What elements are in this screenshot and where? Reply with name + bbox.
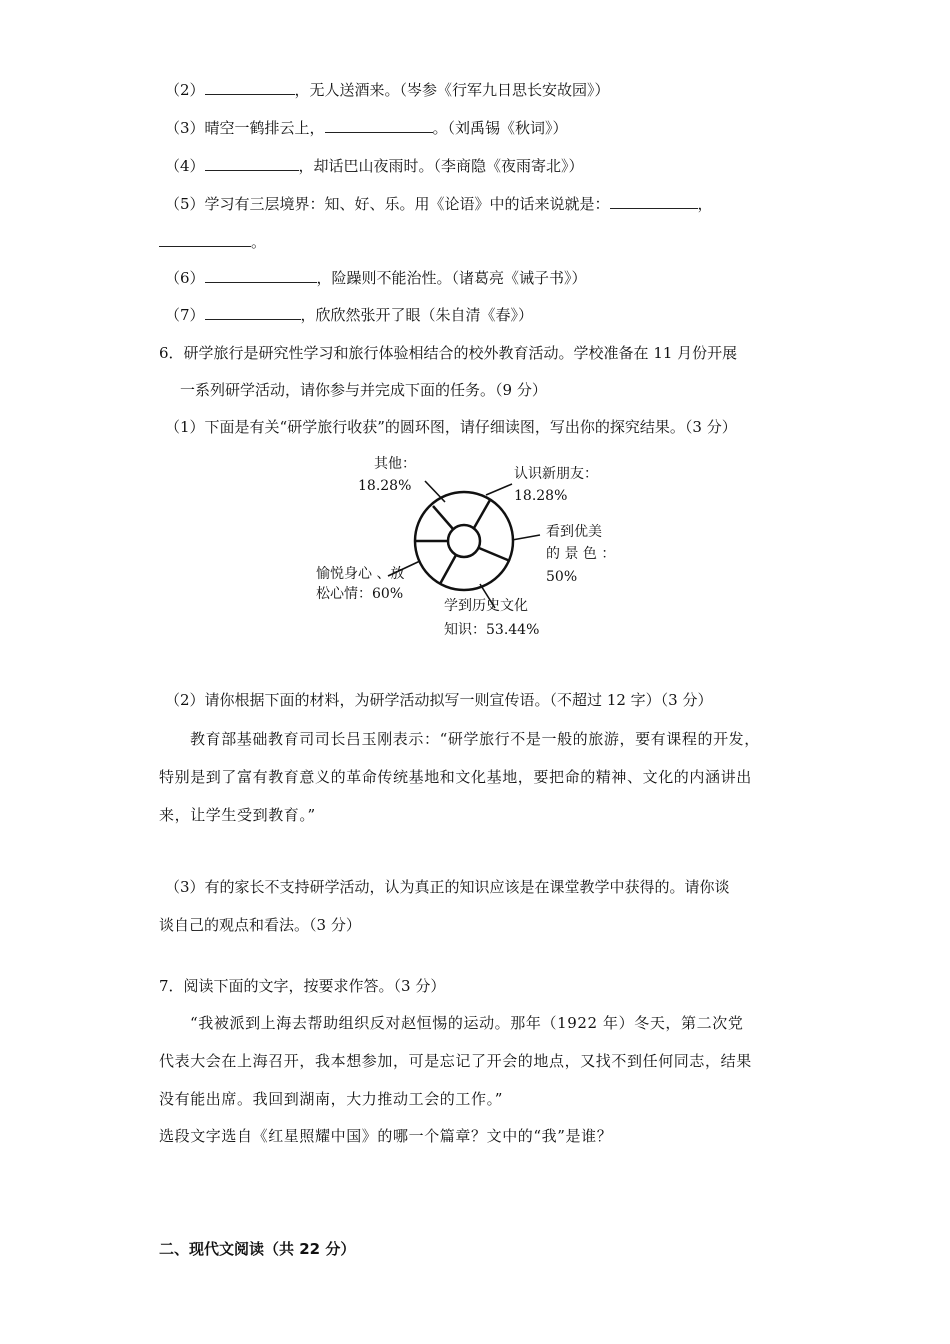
- question-6-sub3-line1: （3）有的家长不支持研学活动，认为真正的知识应该是在课堂教学中获得的。请你谈: [165, 878, 730, 896]
- item-q2: （2） ，无人送酒来。（岑参《行军九日思长安故园》）: [165, 81, 610, 99]
- label-relax-name: 愉悦身心 、放: [316, 566, 405, 582]
- label-history-name: 学到历史文化: [444, 598, 528, 614]
- material-line-1: 教育部基础教育司司长吕玉刚表示：“研学旅行不是一般的旅游，要有课程的开发，: [190, 730, 760, 748]
- label-scenery-name-2: 的 景 色 ：: [546, 546, 616, 562]
- label-relax-value: 松心情：60%: [316, 586, 404, 602]
- question-7-line1: 7．阅读下面的文字，按要求作答。（3 分）: [159, 977, 446, 995]
- item-q5-cont: 。: [159, 232, 266, 252]
- item-q4: （4） ，却话巴山夜雨时。（李商隐《夜雨寄北》）: [165, 157, 584, 175]
- label-friends-name: 认识新朋友：: [514, 466, 598, 482]
- passage-line-2: 代表大会在上海召开，我本想参加，可是忘记了开会的地点，又找不到任何同志，结果: [159, 1052, 752, 1070]
- label-scenery-value: 50%: [546, 569, 578, 585]
- question-6-sub2: （2）请你根据下面的材料，为研学活动拟写一则宣传语。（不超过 12 字）（3 分）: [165, 691, 713, 709]
- chart-labels: [316, 456, 615, 638]
- item-q3: （3）晴空一鹤排云上， 。（刘禹锡《秋词》）: [165, 119, 568, 137]
- answer-blank[interactable]: [205, 268, 317, 283]
- label-friends-value: 18.28%: [514, 488, 568, 504]
- item-q6: （6） ，险躁则不能治性。（诸葛亮《诫子书》）: [165, 269, 587, 287]
- label-history-value: 知识：53.44%: [444, 622, 540, 638]
- question-6-sub3-line2: 谈自己的观点和看法。（3 分）: [159, 916, 361, 934]
- question-6-line2: 一系列研学活动，请你参与并完成下面的任务。（9 分）: [180, 381, 547, 399]
- leader-scenery: [512, 535, 540, 540]
- leader-other: [425, 481, 445, 502]
- label-other-name: 其他：: [374, 456, 416, 472]
- material-line-2: 特别是到了富有教育意义的革命传统基地和文化基地，要把命的精神、文化的内涵讲出: [159, 768, 752, 786]
- item-q7: （7） ，欣欣然张开了眼（朱自清《春》）: [165, 306, 534, 324]
- item-q5: （5）学习有三层境界：知、好、乐。用《论语》中的话来说就是： ，: [165, 195, 713, 213]
- answer-blank[interactable]: [159, 232, 251, 247]
- answer-blank[interactable]: [205, 305, 301, 320]
- question-6-sub1: （1）下面是有关“研学旅行收获”的圆环图，请仔细读图，写出你的探究结果。（3 分）: [165, 418, 737, 436]
- donut-chart: [300, 448, 630, 648]
- section-2-title: 二、现代文阅读（共 22 分）: [159, 1240, 356, 1258]
- label-scenery-name: 看到优美: [546, 524, 602, 540]
- passage-line-1: “我被派到上海去帮助组织反对赵恒惕的运动。那年（1922 年）冬天，第二次党: [190, 1014, 744, 1032]
- answer-blank[interactable]: [325, 118, 433, 133]
- label-other-value: 18.28%: [358, 478, 412, 494]
- donut-ring: [415, 492, 513, 590]
- leader-friends: [486, 484, 512, 495]
- divider-right: [479, 548, 510, 561]
- question-7-prompt: 选段文字选自《红星照耀中国》的哪一个篇章？文中的“我”是谁？: [159, 1127, 613, 1145]
- answer-blank[interactable]: [205, 156, 299, 171]
- question-6-line1: 6．研学旅行是研究性学习和旅行体验相结合的校外教育活动。学校准备在 11 月份开展: [159, 344, 738, 362]
- passage-line-3: 没有能出席。我回到湖南，大力推动工会的工作。”: [159, 1090, 503, 1108]
- material-line-3: 来，让学生受到教育。”: [159, 806, 316, 824]
- inner-circle: [448, 525, 480, 557]
- divider-top-left: [433, 506, 453, 529]
- divider-top-right: [474, 500, 490, 528]
- divider-bottom: [440, 555, 456, 584]
- answer-blank[interactable]: [610, 194, 698, 209]
- answer-blank[interactable]: [205, 80, 295, 95]
